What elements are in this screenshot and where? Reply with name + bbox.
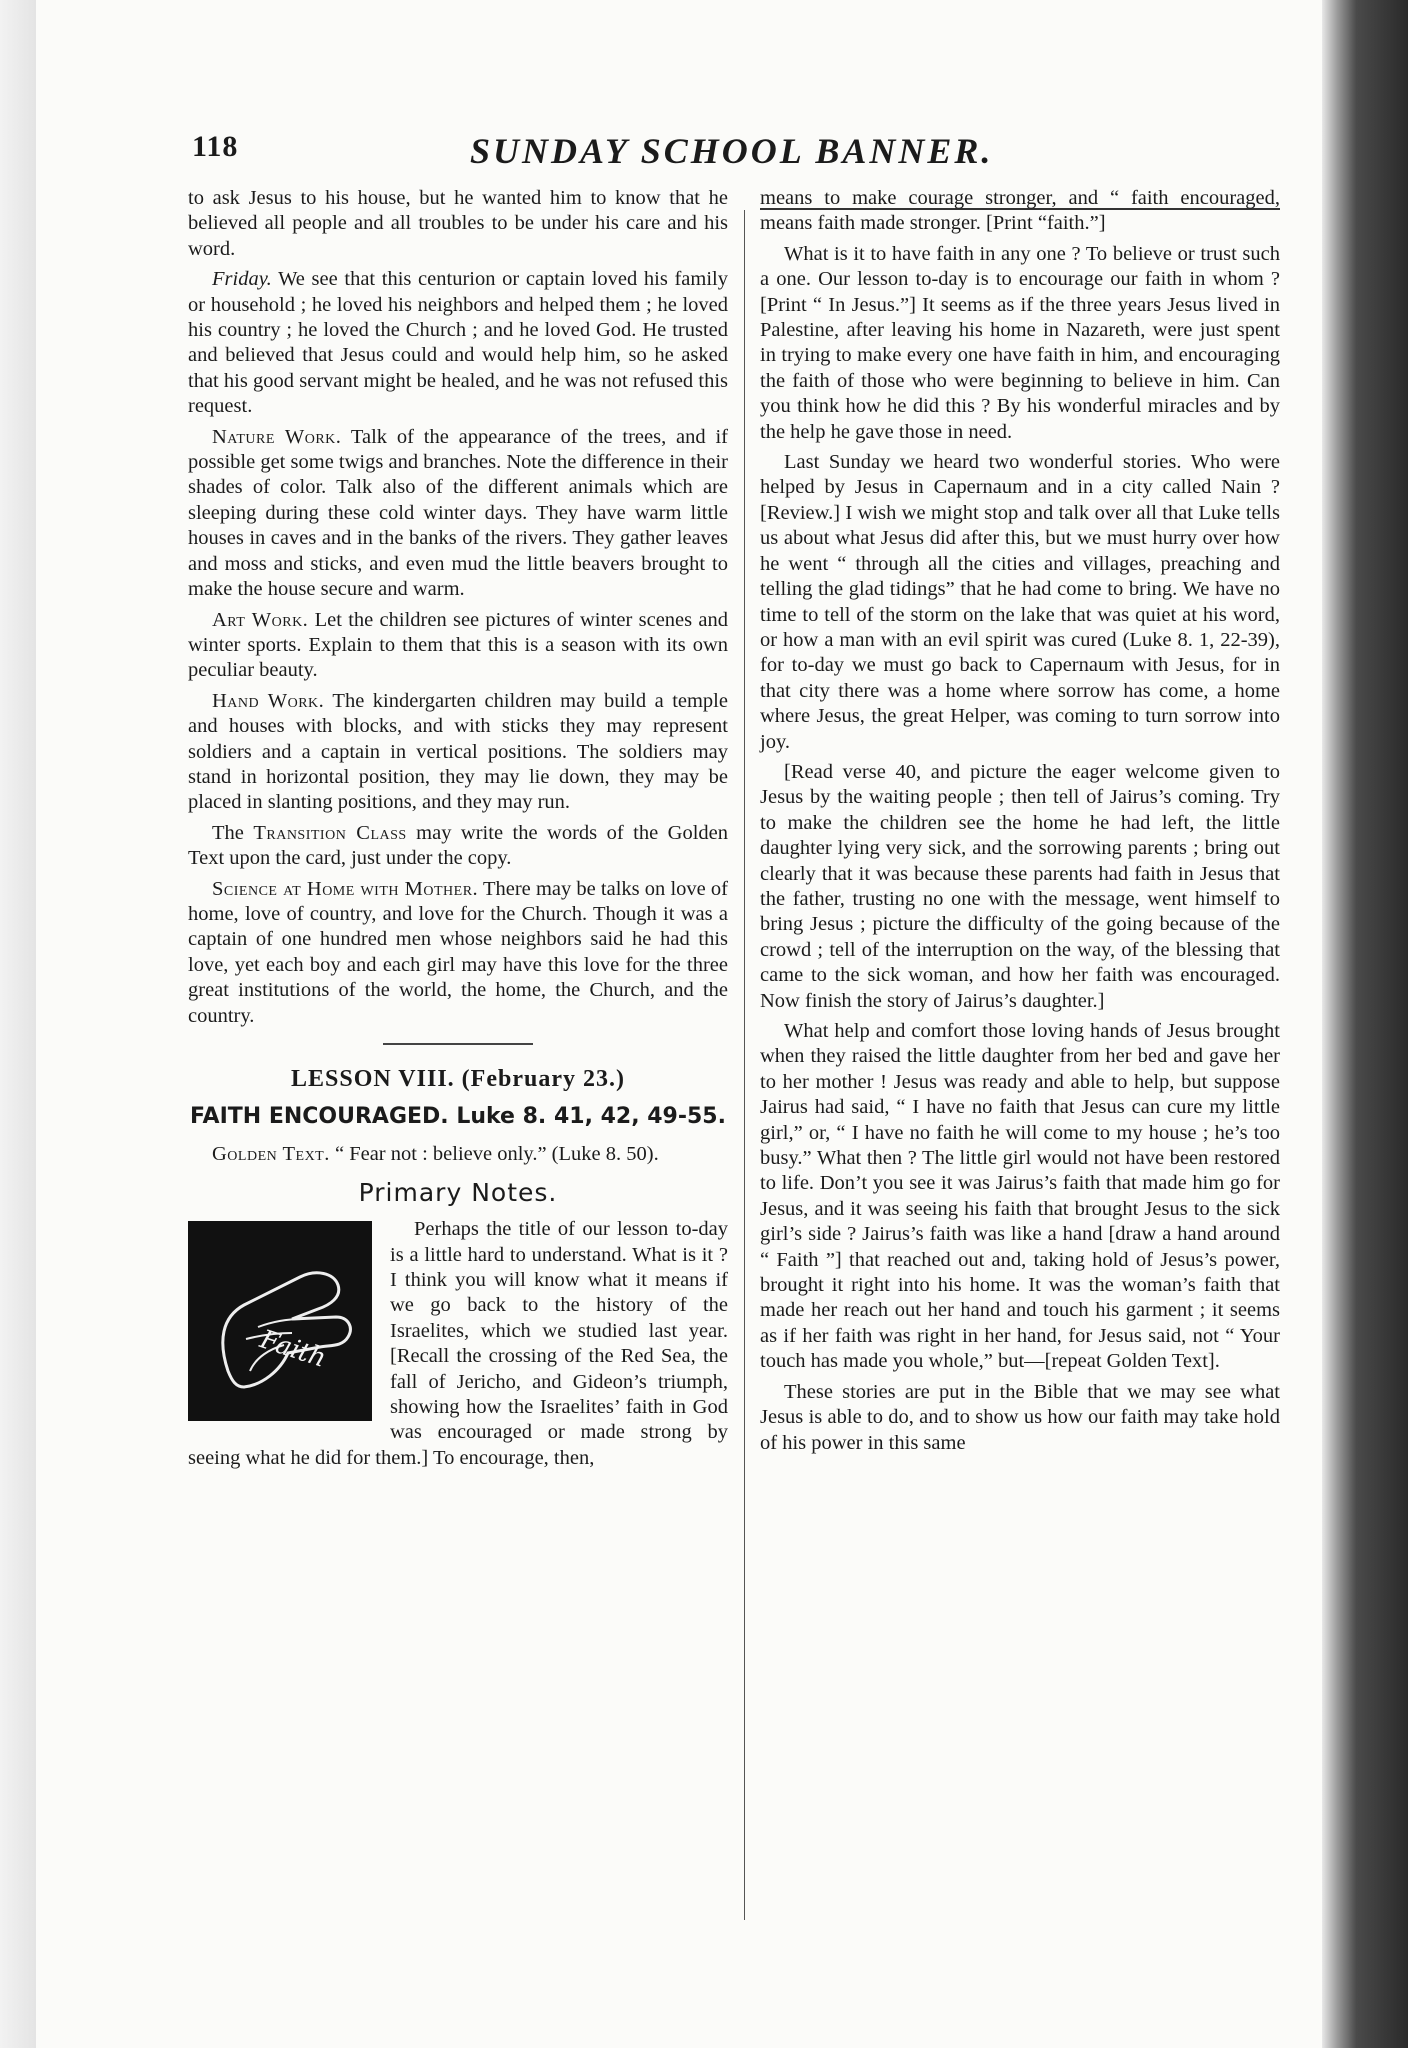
paragraph-label: Science at Home with Mother. xyxy=(212,877,479,900)
paragraph-science xyxy=(188,877,728,1029)
paragraph-label: Art Work. xyxy=(212,608,309,631)
paragraph-friday xyxy=(188,267,728,419)
paragraph: to ask Jesus to his house, but he wanted him to know that he believed all people and all troubles to be under his care and his word. xyxy=(188,187,728,260)
paragraph-nature-work xyxy=(188,425,728,603)
lesson-heading: LESSON VIII. (February 23.) xyxy=(291,1066,625,1092)
section-rule xyxy=(383,1043,533,1045)
paragraph: What is it to have faith in any one ? To believe or trust such a one. Our lesson to-day is to encourage our faith in whom ? [Print “ In Jesus.”] It seems as if the three years Jesus lived in Palestine, after leaving his home in Nazareth, were just spent in trying to make every one have faith in him, and encouraging the faith of those who were beginning to believe in him. Can you think how he did this ? By his wonderful miracles and by the help he gave those in need. xyxy=(760,242,1280,443)
paragraph-text: The kindergarten children may build a temple and houses with blocks, and with sticks they may represent soldiers and a captain in vertical positions. The soldiers may stand in horizontal position, they may lie down, they may be placed in slanting positions, and they may run. xyxy=(188,689,728,814)
paragraph-text: Let the children see pictures of winter scenes and winter sports. Explain to them that this is a season with its own peculiar beauty. xyxy=(188,608,729,682)
paragraph-text: may write the words of the Golden Text upon the card, just under the copy. xyxy=(188,821,728,870)
paragraph-label: Hand Work. xyxy=(212,689,325,712)
paragraph-primary: Perhaps the title of our lesson to-day is a little hard to understand. What is it ? I think you will know what it means if we go back to the history of the Israelites, which we studied last year. [Recall the crossing of the Red Sea, the fall of Jericho, and Gideon’s triumph, showing how the Israelites’ faith in God was encouraged or made strong by seeing what he did for them.] To encourage, then, xyxy=(188,1218,728,1469)
paragraph: means to make courage stronger, and “ faith encouraged, means faith made stronger. [Print “faith.”] xyxy=(760,187,1280,235)
paragraph: These stories are put in the Bible that we may see what Jesus is able to do, and to show us how our faith may take hold of his power in this same xyxy=(760,1380,1280,1454)
paragraph-label: Friday. xyxy=(212,268,272,291)
paragraph-label: Transition Class xyxy=(253,821,407,844)
paragraph-transition-class xyxy=(188,821,728,872)
illustration-word: Faith xyxy=(256,1324,330,1375)
primary-notes-heading: Primary Notes. xyxy=(358,1177,558,1207)
paragraph-text: Talk of the appearance of the trees, and if possible get some twigs and branches. Note the difference in their shades of color. Talk also of the different animals which are sleeping during these cold winter days. They have warm little houses in caves and in the banks of the rivers. They gather leaves and moss and sticks, and even mud the little beavers brought to make the house secure and warm. xyxy=(188,425,729,601)
golden-text-body: “ Fear not : believe only.” (Luke 8. 50). xyxy=(329,1143,659,1166)
faith-hand-illustration xyxy=(188,1221,372,1421)
paragraph-text: There may be talks on love of home, love of country, and love for the Church. Though it was a captain of one hundred men whose neighbors said he had this love, yet each boy and each girl may have this love for the three great institutions of the world, the home, the Church, and the country. xyxy=(188,877,728,1027)
paragraph-art-work xyxy=(188,608,728,684)
paragraph-label: Nature Work. xyxy=(212,425,342,448)
column-divider xyxy=(744,210,745,1920)
paragraph-text: We see that this centurion or captain loved his family or household ; he loved his neighbors and helped them ; he loved his country ; he loved the Church ; and he loved God. He trusted and believed that Jesus could and would help him, so he asked that his good servant might be healed, and he was not refused this request. xyxy=(188,268,728,418)
golden-text-label: Golden Text. xyxy=(212,1143,330,1166)
paragraph: Last Sunday we heard two wonderful stories. Who were helped by Jesus in Capernaum and in a city called Nain ? [Review.] I wish we might stop and talk over all that Luke tells us about what Jesus did after this, but we must hurry over how he went “ through all the cities and villages, preaching and telling the glad tidings” that he had come to bring. We have no time to tell of the storm on the lake that was quiet at his word, or how a man with an evil spirit was cured (Luke 8. 1, 22-39), for to-day we must go back to Capernaum with Jesus, for in that city there was a home where sorrow has come, a home where Jesus, the great Helper, was coming to turn sorrow into joy. xyxy=(760,451,1280,753)
lesson-title: FAITH ENCOURAGED. Luke 8. 41, 42, 49-55. xyxy=(190,1104,726,1130)
hand-icon xyxy=(188,1221,372,1421)
golden-text xyxy=(188,1142,728,1167)
right-column xyxy=(760,186,1280,1461)
book-spine-shadow xyxy=(1322,0,1408,2048)
scan-margin-left xyxy=(0,0,36,2048)
paragraph: What help and comfort those loving hands of Jesus brought when they raised the little daughter from her bed and gave her to her mother ! Jesus was ready and able to help, but suppose Jairus had said, “ I have no faith that Jesus can cure my little girl,” or, “ I have no faith he will come to my house ; he’s too busy.” What then ? The little girl would not have been restored to life. Don’t you see it was Jairus’s faith that made him go for Jesus, and it was seeing his faith that brought Jesus to the sick girl’s side ? Jairus’s faith was like a hand [draw a hand around “ Faith ”] that reached out and, taking hold of Jesus’s power, brought it right into his home. It was the woman’s faith that made her reach out her hand and touch his garment ; it seems as if her faith was right in her hand, for Jesus said, not “ Your touch has made you whole,” but—[repeat Golden Text]. xyxy=(760,1020,1280,1373)
left-column xyxy=(188,186,728,1476)
running-head: SUNDAY SCHOOL BANNER. xyxy=(470,131,994,171)
paragraph-hand-work xyxy=(188,689,728,816)
page-number: 118 xyxy=(192,130,239,163)
paragraph: [Read verse 40, and picture the eager welcome given to Jesus by the waiting people ; then tell of Jairus’s coming. Try to make the children see the home he had left, the little daughter lying very sick, and the sorrowing parents ; bring out clearly that it was because these parents had faith in Jesus that the father, trusting no one with the message, went himself to bring Jesus ; picture the difficulty of the going because of the crowd ; tell of the interruption on the way, of the blessing that came to the sick woman, and how her faith was encouraged. Now finish the story of Jairus’s daughter.] xyxy=(760,760,1280,1012)
paragraph-text: The xyxy=(212,821,254,844)
